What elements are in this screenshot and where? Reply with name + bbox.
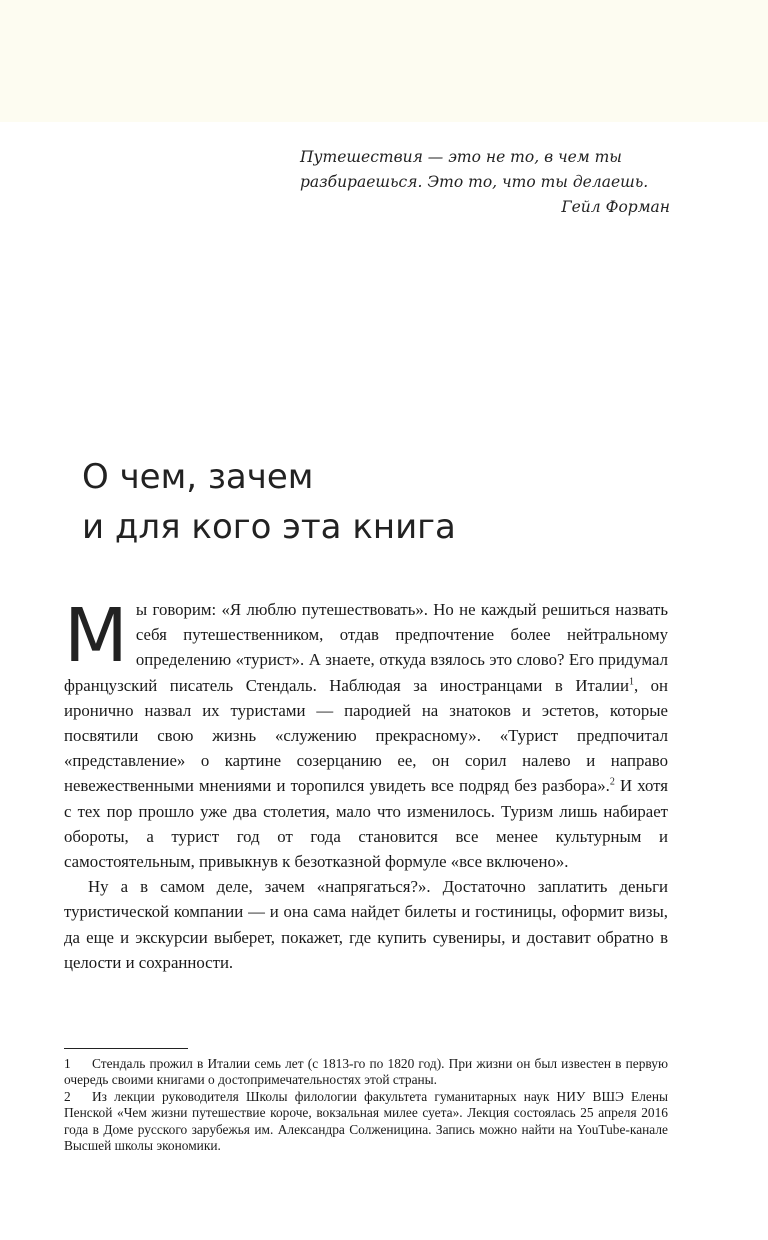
chapter-heading-line-1: О чем, зачем (82, 457, 314, 497)
footnote-divider (64, 1048, 188, 1049)
footnote-ref-1[interactable]: 1 (628, 676, 634, 688)
footnote-2-number: 2 (64, 1088, 71, 1104)
epigraph-line-1: Путешествия — это не то, в чем ты (300, 148, 622, 166)
top-band (0, 0, 768, 122)
paragraph-1 (64, 593, 669, 874)
footnotes (64, 1056, 668, 1154)
footnote-2-text: Из лекции руководителя Школы филологии факультета гуманитарных наук НИУ ВШЭ Елены Пенской «Чем жизни путешествие короче, вокзальная милее суета». Лекция состоялась 25 апреля 2016 года в Доме русского зарубежья им. Александра Солженицина. Запись можно найти на YouTube-канале Высшей школы экономики. (64, 1088, 668, 1154)
paragraph-1-part-1: ы говорим: «Я люблю путешествовать». Но не каждый решиться назвать себя путешественником, отдав предпочтение более нейтральному определению «турист». А знаете, откуда взялось это слово? Его придумал французский писатель Стендаль. Наблюдая за иностранцами в Италии (64, 600, 668, 695)
footnote-ref-2[interactable]: 2 (609, 776, 615, 788)
footnote-1-number: 1 (64, 1056, 71, 1071)
footnote-1 (64, 1056, 668, 1089)
footnote-1-text: Стендаль прожил в Италии семь лет (с 1813-го по 1820 год). При жизни он был известен в первую очередь своими книгами о достопримечательностях этой страны. (64, 1056, 668, 1088)
chapter-heading-line-2: и для кого эта книга (82, 507, 456, 547)
footnote-2 (64, 1089, 668, 1155)
paragraph-1-part-3: И хотя с тех пор прошло уже два столетия, мало что изменилось. Туризм лишь набирает обороты, а турист год от года становится все менее культурным и самостоятельным, привыкнув к безотказной формуле «все включено». (64, 776, 668, 872)
drop-cap: М (64, 593, 128, 679)
body-text (64, 593, 669, 975)
paragraph-2: Ну а в самом деле, зачем «напрягаться?». Достаточно заплатить деньги туристической компании — и она сама найдет билеты и гостиницы, оформит визы, да еще и экскурсии выберет, покажет, где купить сувениры, и доставит обратно в целости и сохранности. (64, 877, 668, 972)
paragraph-1-part-2: , он иронично назвал их туристами — пародией на знатоков и эстетов, которые посвятили свою жизнь «служению прекрасному». «Турист предпочитал «представление» о картине созерцанию ее, он сорил налево и направо невежественными мнениями и торопился увидеть все подряд без разбора». (64, 675, 669, 796)
epigraph (300, 145, 670, 220)
epigraph-line-2: разбираешься. Это то, что ты делаешь. (300, 173, 649, 191)
epigraph-author: Гейл Форман (561, 198, 670, 216)
chapter-heading (82, 452, 682, 552)
